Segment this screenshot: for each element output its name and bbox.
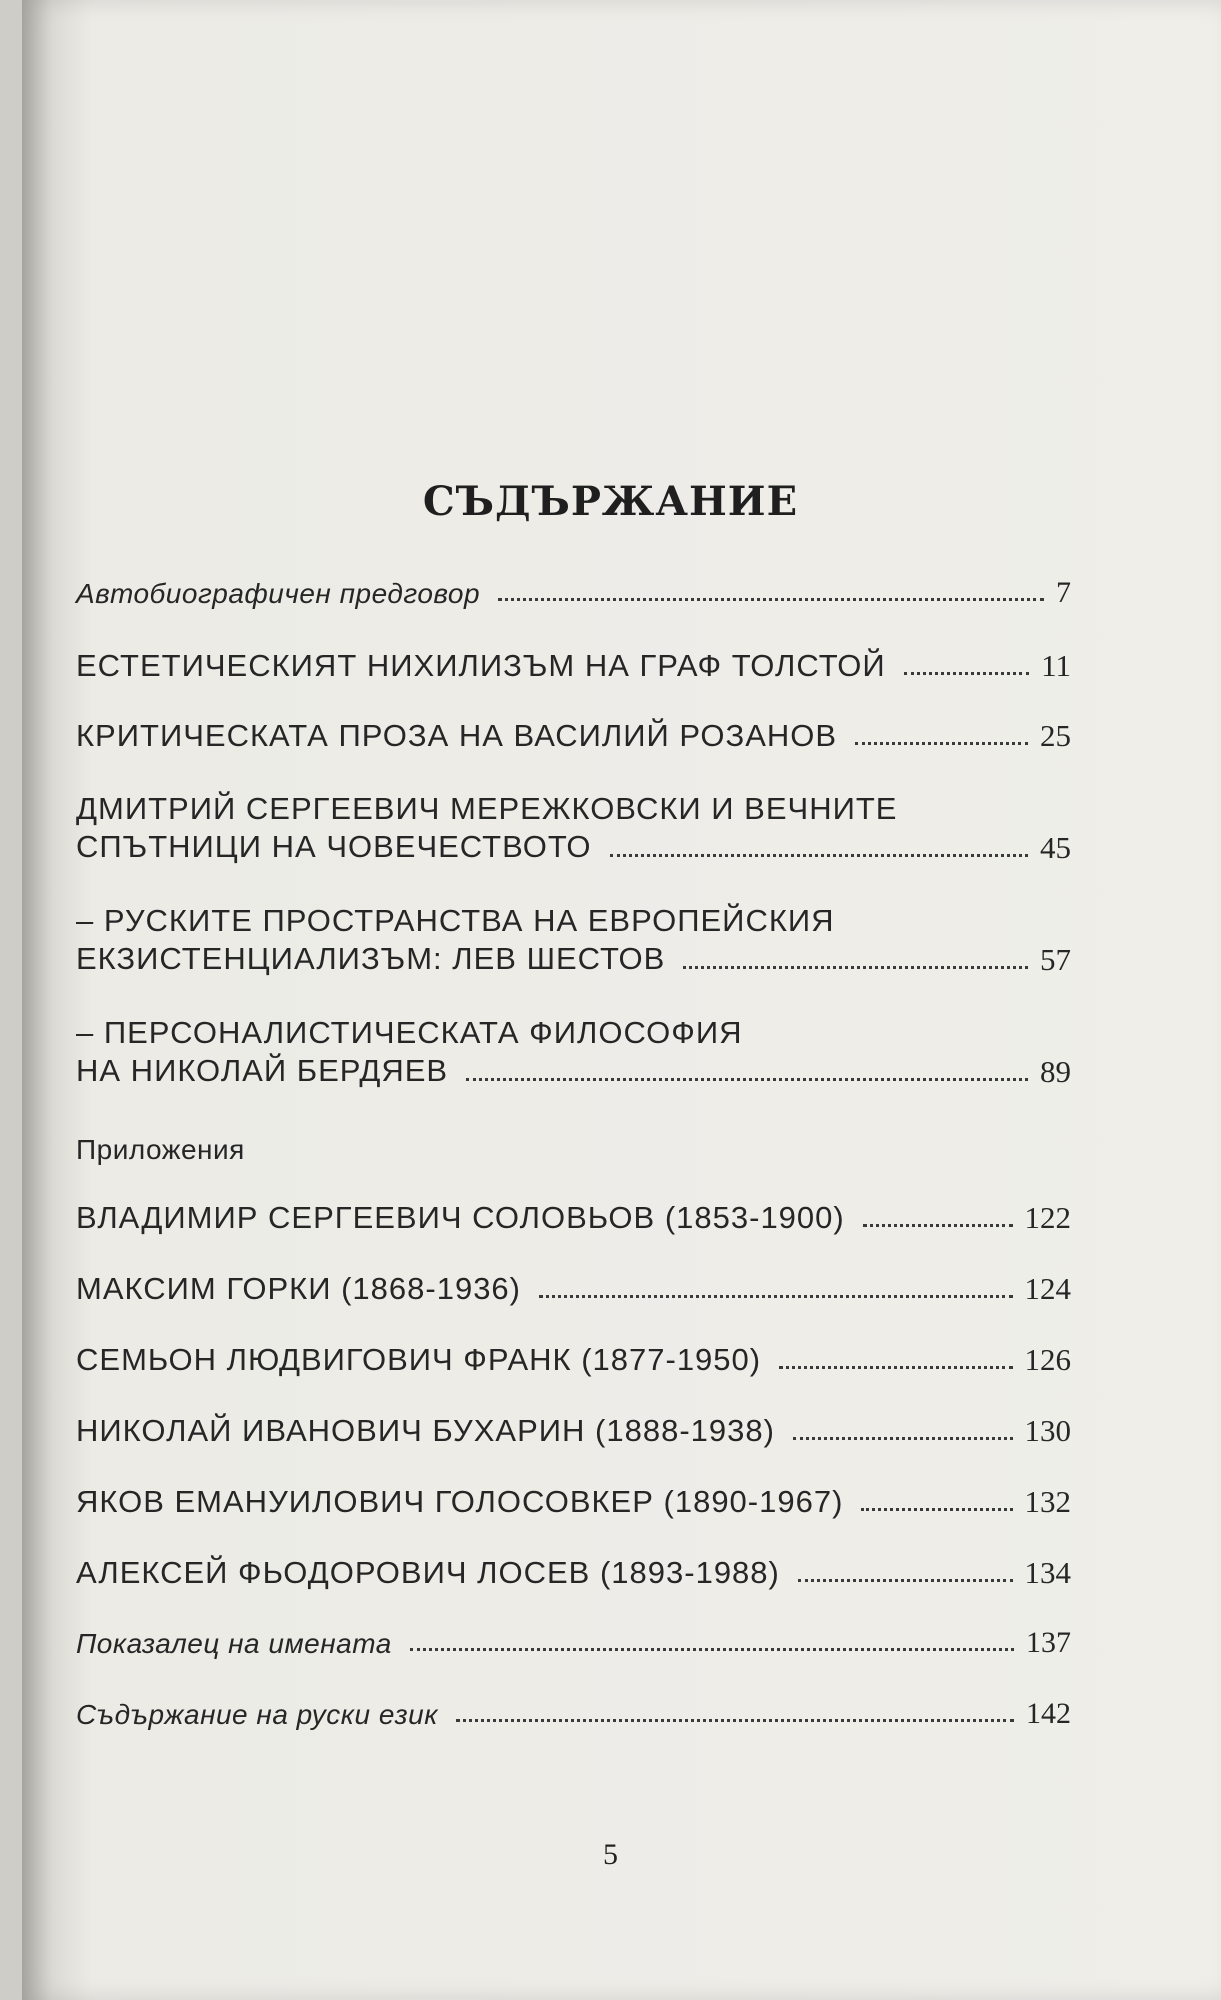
toc-entry-label: ЯКОВ ЕМАНУИЛОВИЧ ГОЛОСОВКЕР (1890-1967) [76, 1484, 844, 1519]
toc-page-number: 89 [1040, 1054, 1071, 1089]
toc-entry[interactable] [76, 1484, 1071, 1520]
toc-entry-label: СПЪТНИЦИ НА ЧОВЕЧЕСТВОТО [76, 829, 592, 864]
toc-entry[interactable] [76, 1200, 1071, 1236]
dot-leader [498, 598, 1044, 601]
toc-entry-label: МАКСИМ ГОРКИ (1868-1936) [76, 1271, 521, 1306]
toc-entry[interactable] [76, 790, 1071, 866]
toc-entry-label: ВЛАДИМИР СЕРГЕЕВИЧ СОЛОВЬОВ (1853-1900) [76, 1200, 845, 1235]
page-title: СЪДЪРЖАНИЕ [422, 478, 799, 525]
toc-entry-label: СЕМЬОН ЛЮДВИГОВИЧ ФРАНК (1877-1950) [76, 1342, 762, 1377]
dot-leader [861, 1508, 1012, 1511]
toc-entry-label: ДМИТРИЙ СЕРГЕЕВИЧ МЕРЕЖКОВСКИ И ВЕЧНИТЕ [76, 791, 898, 826]
dot-leader [683, 966, 1028, 969]
toc-entry-label: КРИТИЧЕСКАТА ПРОЗА НА ВАСИЛИЙ РОЗАНОВ [76, 718, 838, 753]
toc-page-number: 45 [1040, 830, 1071, 865]
toc-entry[interactable] [76, 576, 1071, 610]
toc-entry-label: ЕКЗИСТЕНЦИАЛИЗЪМ: ЛЕВ ШЕСТОВ [76, 941, 666, 976]
toc-entry-label: НИКОЛАЙ ИВАНОВИЧ БУХАРИН (1888-1938) [76, 1413, 775, 1448]
toc-page-number: 126 [1024, 1342, 1071, 1377]
dot-leader [779, 1366, 1012, 1369]
toc-page-number: 132 [1024, 1484, 1071, 1519]
toc-page-number: 124 [1024, 1271, 1071, 1306]
toc-entry-label: Показалец на имената [76, 1628, 392, 1659]
toc-entry-label: АЛЕКСЕЙ ФЬОДОРОВИЧ ЛОСЕВ (1893-1988) [76, 1555, 780, 1590]
dot-leader [855, 742, 1028, 745]
toc-page-number: 25 [1040, 718, 1071, 753]
dot-leader [793, 1437, 1013, 1440]
toc-entry[interactable] [76, 1697, 1071, 1731]
dot-leader [456, 1719, 1014, 1722]
toc-entry[interactable] [76, 1555, 1071, 1591]
appendix-heading: Приложения [76, 1134, 245, 1165]
dot-leader [798, 1579, 1013, 1582]
dot-leader [410, 1648, 1014, 1651]
toc-entry[interactable] [76, 1413, 1071, 1449]
toc-page-number: 57 [1040, 942, 1071, 977]
toc-page-number: 137 [1026, 1626, 1071, 1659]
toc-page-number: 142 [1026, 1697, 1071, 1730]
dot-leader [610, 854, 1029, 857]
toc-page-number: 130 [1024, 1413, 1071, 1448]
toc-entry[interactable] [76, 1271, 1071, 1307]
toc-entry[interactable] [76, 1626, 1071, 1660]
toc-entry-label: – РУСКИТЕ ПРОСТРАНСТВА НА ЕВРОПЕЙСКИЯ [76, 903, 835, 938]
toc-page-number: 134 [1024, 1555, 1071, 1590]
page-number: 5 [603, 1838, 618, 1871]
dot-leader [904, 672, 1029, 675]
toc-entry-label: ЕСТЕТИЧЕСКИЯТ НИХИЛИЗЪМ НА ГРАФ ТОЛСТОЙ [76, 648, 886, 683]
toc-page-number: 11 [1041, 648, 1071, 683]
dot-leader [539, 1295, 1013, 1298]
toc-entry[interactable] [76, 718, 1071, 754]
toc-entry[interactable] [76, 1014, 1071, 1090]
toc-page-number: 122 [1024, 1200, 1071, 1235]
toc-entry[interactable] [76, 648, 1071, 684]
toc-page-number: 7 [1056, 576, 1071, 609]
toc-entry-label: Автобиографичен предговор [76, 578, 481, 609]
toc-entry-label: Съдържание на руски език [76, 1699, 438, 1730]
toc-entry[interactable] [76, 902, 1071, 978]
toc-entry[interactable] [76, 1342, 1071, 1378]
dot-leader [466, 1078, 1028, 1081]
toc-entry-label: НА НИКОЛАЙ БЕРДЯЕВ [76, 1053, 449, 1088]
toc-entry-label: – ПЕРСОНАЛИСТИЧЕСКАТА ФИЛОСОФИЯ [76, 1015, 743, 1050]
dot-leader [863, 1224, 1013, 1227]
